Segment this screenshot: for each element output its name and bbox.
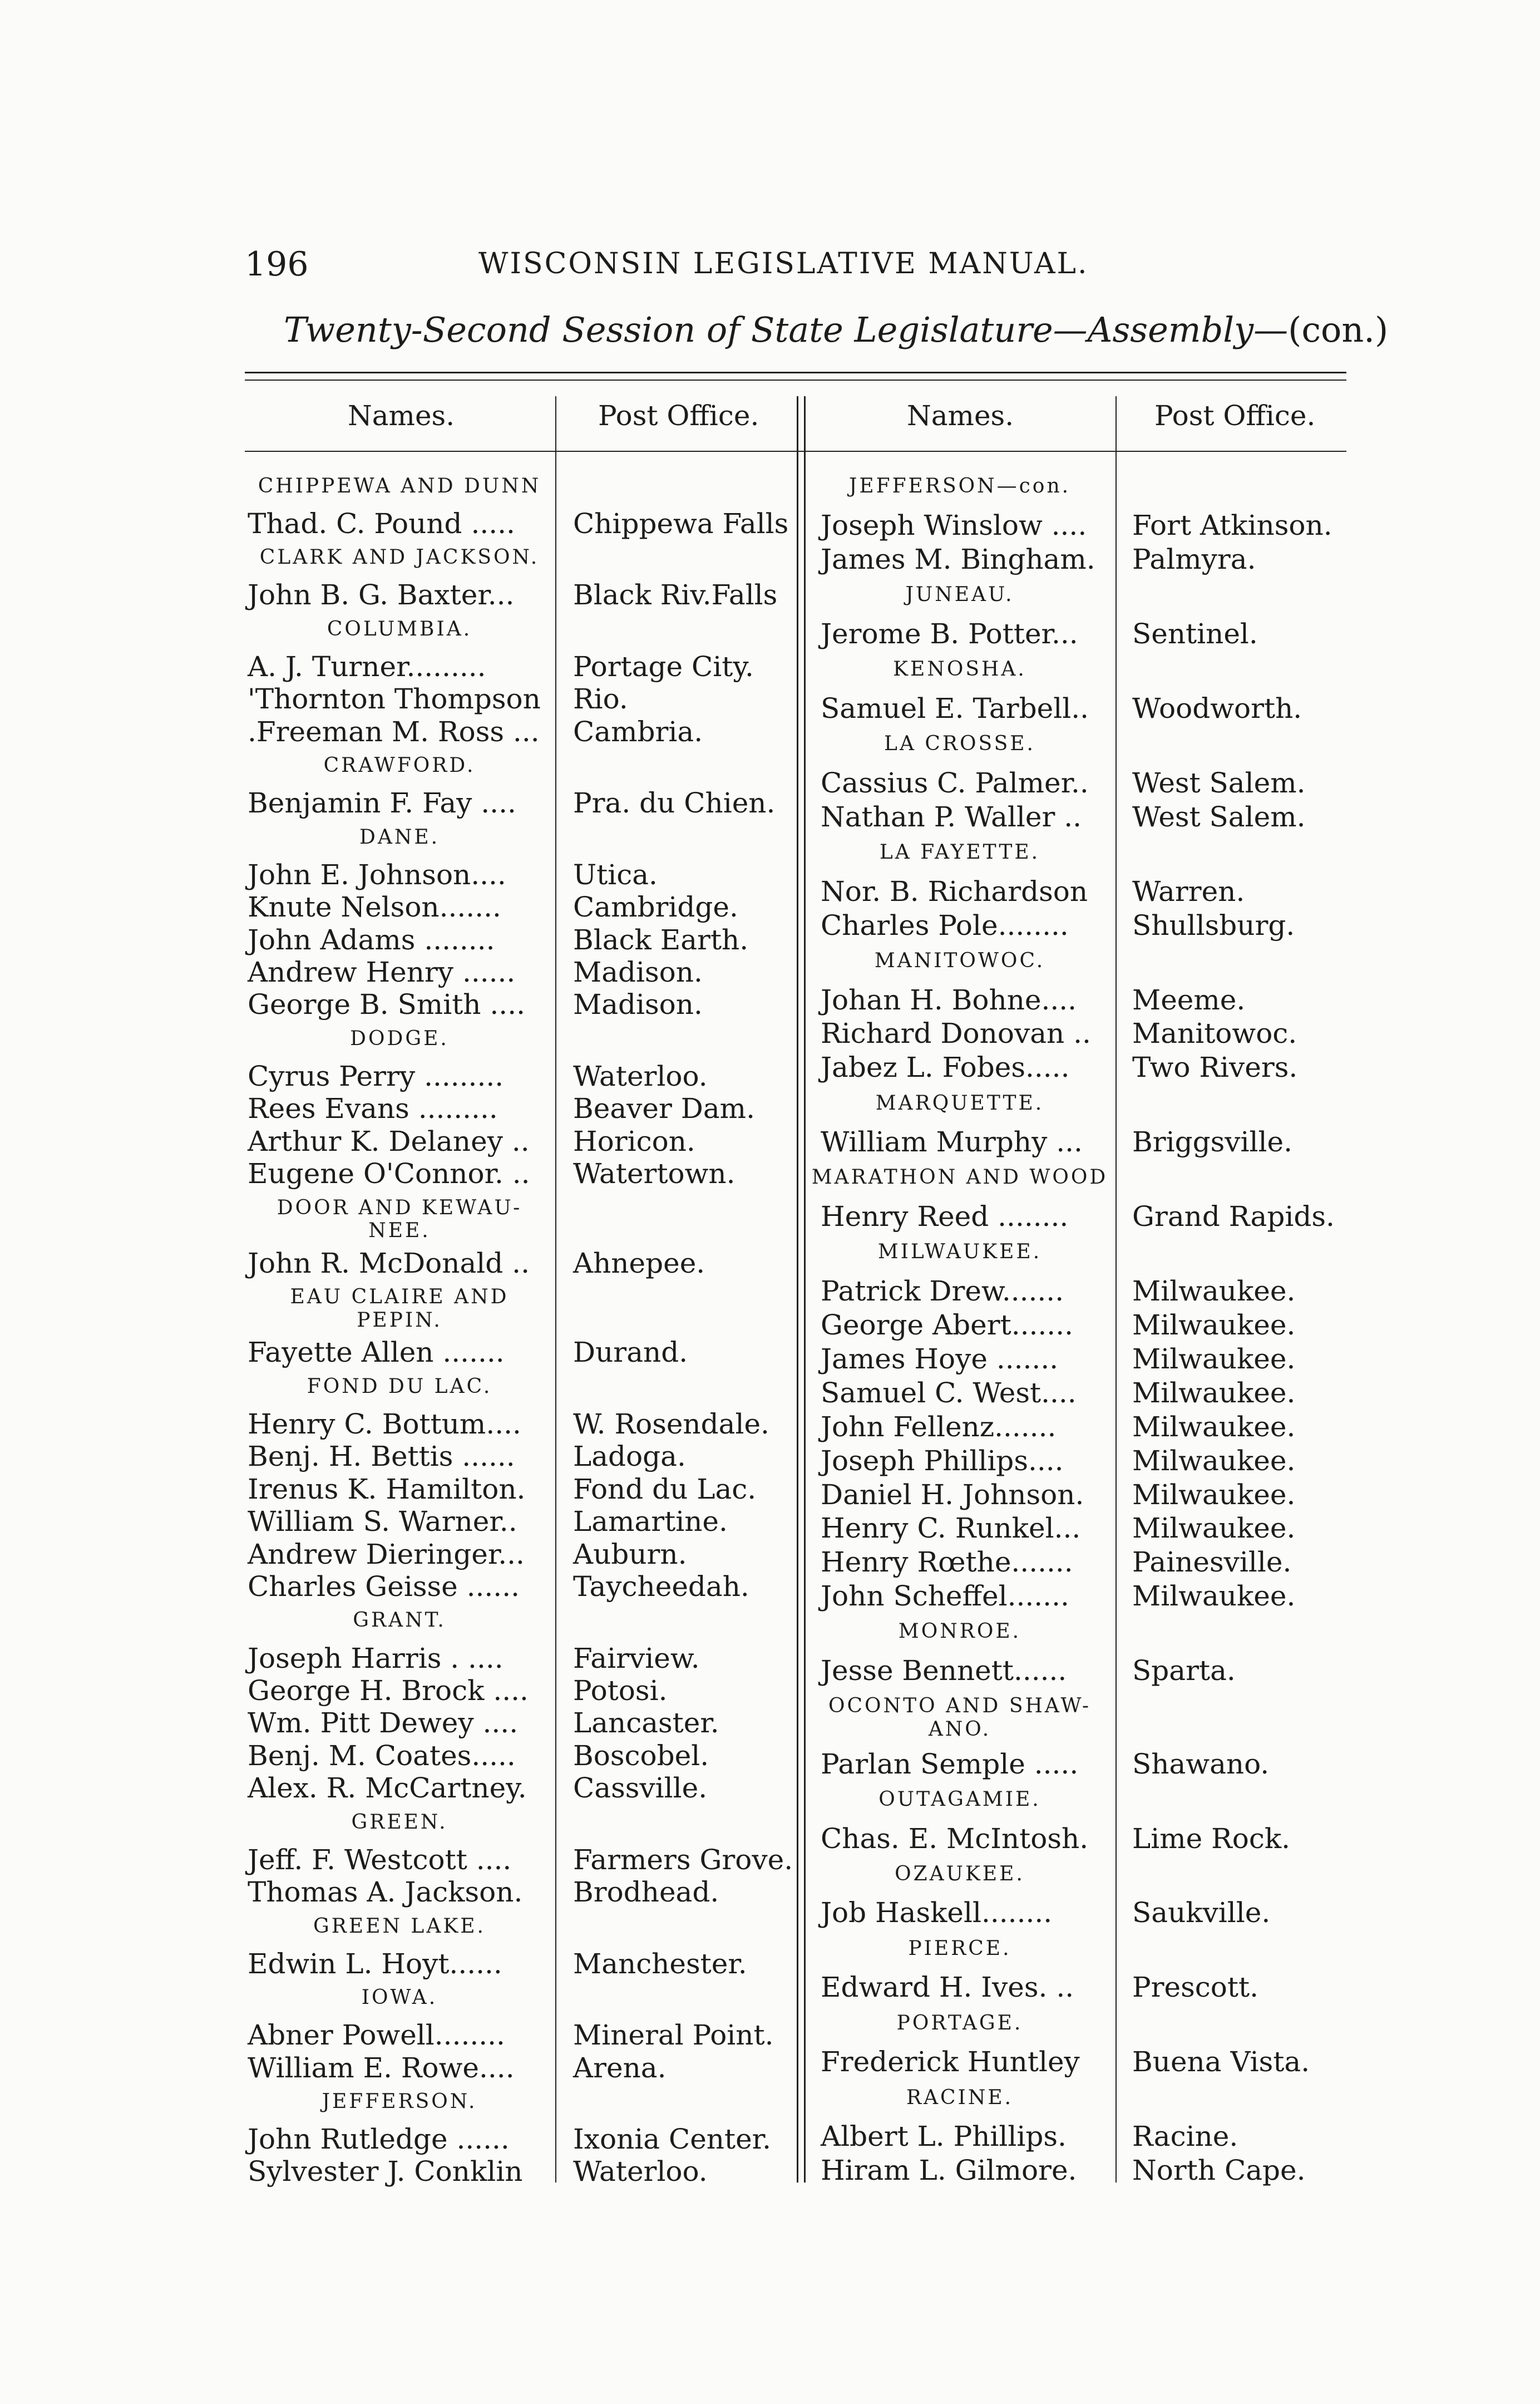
table-title-suffix: (con.) [1288, 309, 1389, 350]
post-office: Grand Rapids. [1132, 1200, 1335, 1233]
member-name: Andrew Dieringer... [248, 1538, 525, 1570]
member-name: Henry C. Bottum.... [248, 1407, 521, 1440]
top-rule-2 [245, 380, 1346, 381]
column-header-names-right: Names. [907, 400, 1014, 432]
post-office: Cassville. [573, 1772, 708, 1805]
county-heading: PORTAGE. [896, 2011, 1023, 2034]
post-office: Milwaukee. [1132, 1478, 1296, 1511]
post-office: Palmyra. [1132, 543, 1256, 576]
post-office: Madison. [573, 988, 703, 1021]
member-name: Samuel C. West.... [821, 1376, 1077, 1409]
member-name: Charles Geisse ...... [248, 1570, 520, 1603]
county-heading: JEFFERSON—con. [848, 475, 1071, 498]
post-office: Chippewa Falls [573, 507, 789, 540]
post-office: West Salem. [1132, 766, 1306, 799]
post-office: Ixonia Center. [573, 2123, 771, 2156]
post-office: Fond du Lac. [573, 1472, 757, 1505]
post-office: Cambridge. [573, 891, 738, 924]
county-heading: MONROE. [898, 1620, 1021, 1643]
post-office: Shawano. [1132, 1747, 1270, 1780]
post-office: Waterloo. [573, 2155, 708, 2188]
member-name: 'Thornton Thompson [248, 683, 541, 716]
post-office: Lancaster. [573, 1707, 719, 1740]
post-office: Watertown. [573, 1157, 736, 1190]
member-name: John Adams ........ [248, 923, 495, 956]
member-name: Benjamin F. Fay .... [248, 787, 516, 820]
post-office: Meeme. [1132, 983, 1246, 1016]
post-office: Saukville. [1132, 1896, 1271, 1929]
divider-left-inner [555, 396, 556, 2183]
post-office: Lime Rock. [1132, 1822, 1291, 1855]
member-name: Rees Evans ......... [248, 1092, 498, 1125]
member-name: Thad. C. Pound ..... [248, 507, 515, 540]
post-office: Two Rivers. [1132, 1051, 1298, 1084]
post-office: Durand. [573, 1336, 688, 1369]
post-office: Manchester. [573, 1947, 747, 1980]
post-office: Milwaukee. [1132, 1309, 1296, 1342]
county-heading: EAU CLAIRE AND PEPIN. [290, 1285, 509, 1332]
member-name: Edward H. Ives. .. [821, 1971, 1074, 2004]
post-office: Milwaukee. [1132, 1275, 1296, 1308]
county-heading: GRANT. [353, 1609, 446, 1632]
county-heading: MARATHON AND WOOD [811, 1166, 1108, 1189]
post-office: Prescott. [1132, 1971, 1258, 2004]
post-office: Milwaukee. [1132, 1410, 1296, 1443]
county-heading: LA CROSSE. [884, 732, 1035, 756]
member-name: John Fellenz....... [821, 1410, 1057, 1443]
member-name: Wm. Pitt Dewey .... [248, 1707, 519, 1740]
post-office: Pra. du Chien. [573, 787, 776, 820]
member-name: A. J. Turner......... [248, 650, 486, 683]
county-heading: MARQUETTE. [875, 1091, 1044, 1115]
member-name: Nor. B. Richardson [821, 875, 1088, 908]
member-name: Job Haskell........ [821, 1896, 1053, 1929]
member-name: Joseph Harris . .... [248, 1642, 504, 1674]
member-name: William Murphy ... [821, 1126, 1083, 1159]
member-name: Edwin L. Hoyt...... [248, 1947, 502, 1980]
post-office: Waterloo. [573, 1060, 708, 1092]
post-office: Fort Atkinson. [1132, 509, 1332, 542]
member-name: Alex. R. McCartney. [248, 1772, 527, 1805]
county-heading: GREEN. [351, 1810, 448, 1834]
post-office: Rio. [573, 683, 628, 716]
divider-center-b [804, 396, 806, 2183]
county-heading: KENOSHA. [893, 658, 1026, 681]
member-name: Jesse Bennett...... [821, 1654, 1067, 1687]
divider-right-inner [1115, 396, 1117, 2183]
member-name: John E. Johnson.... [248, 858, 506, 891]
member-name: James Hoye ....... [821, 1342, 1059, 1375]
column-header-post-left: Post Office. [598, 400, 759, 432]
member-name: Thomas A. Jackson. [248, 1876, 523, 1909]
post-office: Cambria. [573, 715, 703, 748]
member-name: William S. Warner.. [248, 1505, 517, 1538]
post-office: Arena. [573, 2051, 667, 2084]
county-heading: FOND DU LAC. [307, 1375, 492, 1398]
member-name: George Abert....... [821, 1309, 1073, 1342]
member-name: Irenus K. Hamilton. [248, 1472, 526, 1505]
member-name: John Rutledge ...... [248, 2123, 510, 2156]
post-office: West Salem. [1132, 800, 1306, 833]
member-name: Joseph Winslow .... [821, 509, 1087, 542]
member-name: Nathan P. Waller .. [821, 800, 1082, 833]
table-title [284, 309, 1388, 350]
post-office: Auburn. [573, 1538, 687, 1570]
member-name: Henry Rœthe....... [821, 1546, 1073, 1579]
member-name: Eugene O'Connor. .. [248, 1157, 530, 1190]
post-office: Woodworth. [1132, 692, 1302, 725]
member-name: John R. McDonald .. [248, 1247, 530, 1279]
column-header-names-left: Names. [348, 400, 455, 432]
member-name: James M. Bingham. [821, 543, 1095, 576]
member-name: Charles Pole........ [821, 909, 1069, 942]
post-office: Madison. [573, 956, 703, 989]
county-heading: DANE. [359, 825, 440, 849]
post-office: Milwaukee. [1132, 1376, 1296, 1409]
county-heading: OCONTO AND SHAW- ANO. [828, 1694, 1091, 1741]
county-heading: LA FAYETTE. [879, 840, 1040, 864]
county-heading: JEFFERSON. [322, 2090, 477, 2113]
post-office: Fairview. [573, 1642, 700, 1674]
member-name: Abner Powell........ [248, 2019, 505, 2052]
post-office: Racine. [1132, 2120, 1238, 2153]
post-office: Sparta. [1132, 1654, 1236, 1687]
member-name: Jerome B. Potter... [821, 617, 1078, 650]
county-heading: CRAWFORD. [323, 754, 476, 777]
post-office: Black Riv.Falls [573, 579, 778, 612]
member-name: Patrick Drew....... [821, 1275, 1064, 1308]
county-heading: OZAUKEE. [895, 1862, 1025, 1885]
member-name: Sylvester J. Conklin [248, 2155, 523, 2188]
member-name: Jabez L. Fobes..... [821, 1051, 1070, 1084]
county-heading: MILWAUKEE. [877, 1240, 1042, 1264]
member-name: Cyrus Perry ......... [248, 1060, 504, 1092]
column-header-post-right: Post Office. [1154, 400, 1316, 432]
member-name: William E. Rowe.... [248, 2051, 515, 2084]
member-name: Fayette Allen ....... [248, 1336, 505, 1369]
member-name: Jeff. F. Westcott .... [248, 1843, 512, 1876]
member-name: Daniel H. Johnson. [821, 1478, 1084, 1511]
post-office: W. Rosendale. [573, 1407, 769, 1440]
divider-center-a [797, 396, 798, 2183]
county-heading: COLUMBIA. [327, 617, 472, 641]
member-name: Johan H. Bohne.... [821, 983, 1077, 1016]
member-name: George H. Brock .... [248, 1674, 529, 1707]
post-office: Lamartine. [573, 1505, 728, 1538]
county-heading: IOWA. [361, 1986, 438, 2009]
post-office: Painesville. [1132, 1546, 1292, 1579]
member-name: Andrew Henry ...... [248, 956, 516, 989]
member-name: Henry Reed ........ [821, 1200, 1069, 1233]
post-office: North Cape. [1132, 2154, 1306, 2187]
post-office: Mineral Point. [573, 2019, 774, 2052]
member-name: Samuel E. Tarbell.. [821, 692, 1089, 725]
post-office: Milwaukee. [1132, 1444, 1296, 1477]
county-heading: JUNEAU. [905, 583, 1014, 607]
page-number: 196 [245, 245, 309, 284]
county-heading: DODGE. [350, 1027, 449, 1050]
post-office: Ladoga. [573, 1440, 686, 1473]
county-heading: CHIPPEWA AND DUNN [258, 474, 541, 497]
post-office: Ahnepee. [573, 1247, 705, 1279]
post-office: Milwaukee. [1132, 1580, 1296, 1613]
county-heading: MANITOWOC. [874, 949, 1045, 972]
post-office: Milwaukee. [1132, 1342, 1296, 1375]
member-name: Henry C. Runkel... [821, 1512, 1081, 1545]
post-office: Milwaukee. [1132, 1512, 1296, 1545]
post-office: Farmers Grove. [573, 1843, 793, 1876]
member-name: John Scheffel....... [821, 1580, 1069, 1613]
post-office: Horicon. [573, 1125, 695, 1157]
county-heading: GREEN LAKE. [313, 1914, 486, 1938]
member-name: .Freeman M. Ross ... [248, 715, 540, 748]
running-head: WISCONSIN LEGISLATIVE MANUAL. [478, 247, 1089, 280]
post-office: Boscobel. [573, 1739, 709, 1772]
top-rule-1 [245, 372, 1346, 373]
post-office: Shullsburg. [1132, 909, 1295, 942]
post-office: Brodhead. [573, 1876, 719, 1909]
post-office: Buena Vista. [1132, 2046, 1310, 2078]
post-office: Manitowoc. [1132, 1017, 1297, 1050]
member-name: Knute Nelson....... [248, 891, 501, 924]
post-office: Potosi. [573, 1674, 668, 1707]
member-name: Frederick Huntley [821, 2046, 1080, 2078]
member-name: Benj. H. Bettis ...... [248, 1440, 515, 1473]
post-office: Sentinel. [1132, 617, 1258, 650]
post-office: Warren. [1132, 875, 1245, 908]
member-name: Joseph Phillips.... [821, 1444, 1064, 1477]
header-underline [245, 451, 1346, 452]
table-title-italic: Twenty-Second Session of State Legislature—Assembly— [284, 309, 1289, 350]
member-name: Albert L. Phillips. [821, 2120, 1067, 2153]
member-name: Richard Donovan .. [821, 1017, 1091, 1050]
post-office: Briggsville. [1132, 1126, 1293, 1159]
county-heading: CLARK AND JACKSON. [259, 546, 540, 569]
member-name: Benj. M. Coates..... [248, 1739, 516, 1772]
member-name: Parlan Semple ..... [821, 1747, 1079, 1780]
member-name: Hiram L. Gilmore. [821, 2154, 1077, 2187]
post-office: Black Earth. [573, 923, 749, 956]
post-office: Beaver Dam. [573, 1092, 755, 1125]
county-heading: RACINE. [906, 2086, 1014, 2109]
member-name: George B. Smith .... [248, 988, 525, 1021]
post-office: Portage City. [573, 650, 754, 683]
member-name: John B. G. Baxter... [248, 579, 515, 612]
member-name: Arthur K. Delaney .. [248, 1125, 530, 1157]
county-heading: OUTAGAMIE. [878, 1787, 1041, 1811]
post-office: Utica. [573, 858, 658, 891]
county-heading: PIERCE. [908, 1937, 1011, 1960]
page-header [245, 245, 1346, 289]
member-name: Chas. E. McIntosh. [821, 1822, 1089, 1855]
post-office: Taycheedah. [573, 1570, 749, 1603]
member-name: Cassius C. Palmer.. [821, 766, 1089, 799]
county-heading: DOOR AND KEWAU- NEE. [277, 1196, 522, 1242]
